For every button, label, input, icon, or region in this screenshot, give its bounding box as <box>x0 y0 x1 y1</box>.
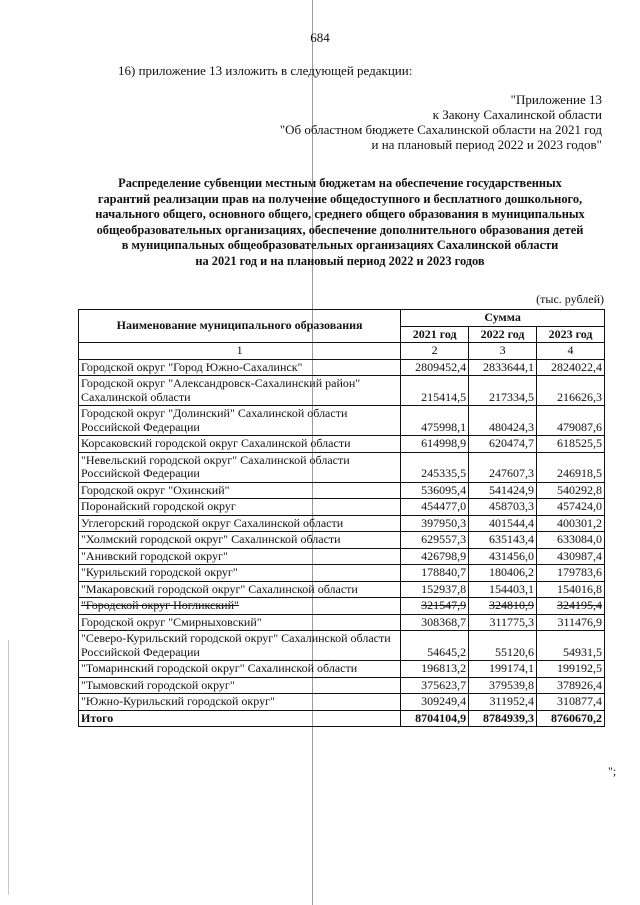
value-2022: 379539,8 <box>469 677 537 694</box>
municipality-name: Корсаковский городской округ Сахалинской области <box>79 436 401 453</box>
page-number: 684 <box>310 30 330 45</box>
title-line: гарантий реализации прав на получение общедоступного и бесплатного дошкольного, <box>97 191 583 206</box>
value-2021: 2809452,4 <box>401 359 469 376</box>
value-2023: 246918,5 <box>537 452 605 482</box>
value-2022: 620474,7 <box>469 436 537 453</box>
title-line: Распределение субвенции местным бюджетам на обеспечение государственных <box>118 176 562 190</box>
value-2022: 180406,2 <box>469 565 537 582</box>
value-2022: 458703,3 <box>469 499 537 516</box>
value-2021: 375623,7 <box>401 677 469 694</box>
value-2021: 215414,5 <box>401 376 469 406</box>
title-line: на 2021 год и на плановый период 2022 и 2023 годов <box>195 253 485 268</box>
index-cell: 1 <box>79 343 401 360</box>
municipality-name: "Макаровский городской округ" Сахалинской области <box>79 581 401 598</box>
table-row <box>79 548 605 565</box>
title-line: общеобразовательных организациях, обеспечение дополнительного образования детей <box>96 222 584 237</box>
header-sum: Сумма <box>401 310 605 327</box>
value-2021: 397950,3 <box>401 515 469 532</box>
table-body <box>79 359 605 710</box>
index-row <box>79 343 605 360</box>
units-label: (тыс. рублей) <box>536 292 604 306</box>
municipality-name: "Анивский городской округ" <box>79 548 401 565</box>
value-2023: 310877,4 <box>537 694 605 711</box>
title-line: в муниципальных общеобразовательных организациях Сахалинской области <box>121 238 559 252</box>
appendix-line: "Приложение 13 <box>510 92 602 107</box>
municipality-name: Углегорский городской округ Сахалинской области <box>79 515 401 532</box>
total-row <box>79 710 605 727</box>
table-row <box>79 532 605 549</box>
value-2023: 216626,3 <box>537 376 605 406</box>
value-2021: 309249,4 <box>401 694 469 711</box>
value-2022: 2833644,1 <box>469 359 537 376</box>
value-2021: 321547,9 <box>401 598 469 615</box>
appendix-reference <box>280 92 602 152</box>
index-cell: 2 <box>401 343 469 360</box>
municipality-name: Городской округ "Смирныховский" <box>79 614 401 631</box>
header-name: Наименование муниципального образования <box>79 310 401 343</box>
index-cell: 4 <box>537 343 605 360</box>
total-2021: 8704104,9 <box>401 710 469 727</box>
value-2022: 55120,6 <box>469 631 537 661</box>
value-2023: 199192,5 <box>537 661 605 678</box>
header-year: 2022 год <box>469 326 537 343</box>
table-row <box>79 581 605 598</box>
margin-line <box>8 640 9 895</box>
value-2022: 324810,9 <box>469 598 537 615</box>
table-row <box>79 482 605 499</box>
table-row <box>79 499 605 516</box>
table-row <box>79 694 605 711</box>
value-2023: 154016,8 <box>537 581 605 598</box>
value-2023: 378926,4 <box>537 677 605 694</box>
value-2021: 308368,7 <box>401 614 469 631</box>
appendix-line: и на плановый период 2022 и 2023 годов" <box>371 137 602 152</box>
total-2022: 8784939,3 <box>469 710 537 727</box>
value-2021: 426798,9 <box>401 548 469 565</box>
closing-mark: "; <box>608 764 617 778</box>
table-row <box>79 598 605 615</box>
table-row <box>79 677 605 694</box>
value-2021: 245335,5 <box>401 452 469 482</box>
value-2021: 629557,3 <box>401 532 469 549</box>
table-row <box>79 452 605 482</box>
municipality-name: "Южно-Курильский городской округ" <box>79 694 401 711</box>
value-2022: 431456,0 <box>469 548 537 565</box>
value-2022: 154403,1 <box>469 581 537 598</box>
municipality-name: Городской округ "Долинский" Сахалинской области Российской Федерации <box>79 406 401 436</box>
table-row <box>79 661 605 678</box>
value-2023: 324195,4 <box>537 598 605 615</box>
header-year: 2023 год <box>537 326 605 343</box>
municipality-name: "Томаринский городской округ" Сахалинской области <box>79 661 401 678</box>
index-cell: 3 <box>469 343 537 360</box>
municipality-name: Городской округ "Охинский" <box>79 482 401 499</box>
value-2021: 475998,1 <box>401 406 469 436</box>
value-2021: 54645,2 <box>401 631 469 661</box>
value-2022: 401544,4 <box>469 515 537 532</box>
municipality-name: Поронайский городской округ <box>79 499 401 516</box>
municipality-name: Городской округ "Александровск-Сахалинский район" Сахалинской области <box>79 376 401 406</box>
value-2023: 54931,5 <box>537 631 605 661</box>
table-row <box>79 515 605 532</box>
value-2021: 178840,7 <box>401 565 469 582</box>
municipality-name: Городской округ "Город Южно-Сахалинск" <box>79 359 401 376</box>
value-2022: 247607,3 <box>469 452 537 482</box>
municipality-name: "Курильский городской округ" <box>79 565 401 582</box>
value-2023: 479087,6 <box>537 406 605 436</box>
value-2021: 196813,2 <box>401 661 469 678</box>
table-row <box>79 565 605 582</box>
table-row <box>79 406 605 436</box>
value-2022: 311775,3 <box>469 614 537 631</box>
title-line: начального общего, основного общего, среднего общего образования в муниципальных <box>95 207 585 221</box>
value-2023: 540292,8 <box>537 482 605 499</box>
table-row <box>79 359 605 376</box>
value-2022: 199174,1 <box>469 661 537 678</box>
municipality-name: "Холмский городской округ" Сахалинской области <box>79 532 401 549</box>
value-2021: 614998,9 <box>401 436 469 453</box>
total-2023: 8760670,2 <box>537 710 605 727</box>
municipality-name: "Городской округ Ногликский" <box>79 598 401 615</box>
table-row <box>79 631 605 661</box>
value-2022: 217334,5 <box>469 376 537 406</box>
value-2023: 633084,0 <box>537 532 605 549</box>
value-2023: 400301,2 <box>537 515 605 532</box>
value-2023: 618525,5 <box>537 436 605 453</box>
municipality-name: "Невельский городской округ" Сахалинской области Российской Федерации <box>79 452 401 482</box>
table-row <box>79 436 605 453</box>
value-2022: 480424,3 <box>469 406 537 436</box>
value-2023: 430987,4 <box>537 548 605 565</box>
total-label: Итого <box>79 710 401 727</box>
table-row <box>79 614 605 631</box>
value-2023: 2824022,4 <box>537 359 605 376</box>
value-2022: 541424,9 <box>469 482 537 499</box>
value-2023: 311476,9 <box>537 614 605 631</box>
appendix-line: к Закону Сахалинской области <box>432 107 602 122</box>
value-2021: 152937,8 <box>401 581 469 598</box>
appendix-line: "Об областном бюджете Сахалинской области на 2021 год <box>279 122 602 137</box>
value-2023: 179783,6 <box>537 565 605 582</box>
value-2021: 454477,0 <box>401 499 469 516</box>
value-2022: 311952,4 <box>469 694 537 711</box>
value-2021: 536095,4 <box>401 482 469 499</box>
document-title <box>60 176 620 269</box>
value-2022: 635143,4 <box>469 532 537 549</box>
municipality-name: "Северо-Курильский городской округ" Сахалинской области Российской Федерации <box>79 631 401 661</box>
header-year: 2021 год <box>401 326 469 343</box>
budget-table <box>78 309 605 727</box>
value-2023: 457424,0 <box>537 499 605 516</box>
municipality-name: "Тымовский городской округ" <box>79 677 401 694</box>
intro-text: 16) приложение 13 изложить в следующей редакции: <box>118 63 413 78</box>
table-row <box>79 376 605 406</box>
